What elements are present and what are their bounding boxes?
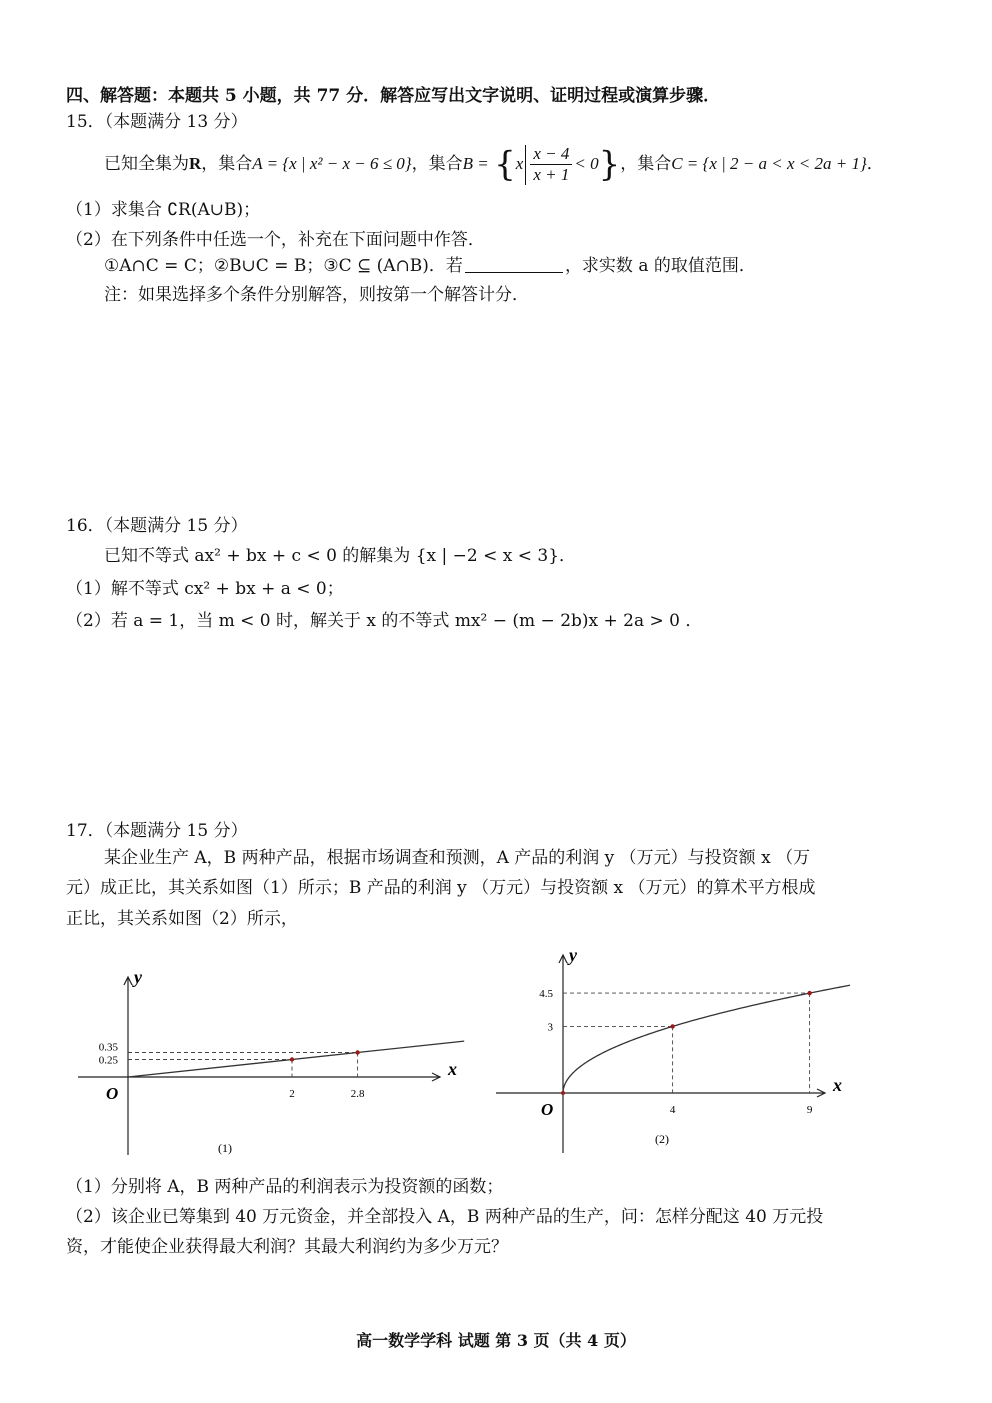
x-axis-label: x	[448, 1059, 457, 1079]
fraction-denominator: x + 1	[533, 165, 570, 184]
function-curve	[563, 979, 850, 1093]
q17-part2a: （2）该企业已筹集到 40 万元资金，并全部投入 A，B 两种产品的生产，问：怎样分配这 40 万元投	[66, 1207, 824, 1227]
data-point	[355, 1050, 359, 1054]
y-tick-label: 0.25	[98, 1054, 118, 1067]
set-bar	[525, 145, 526, 185]
figure-caption: (1)	[218, 1141, 232, 1155]
q15-set-B-left: B =	[462, 154, 489, 173]
q16-part1: （1）解不等式 cx² + bx + a < 0；	[66, 579, 344, 599]
x-tick-label: 2.8	[350, 1088, 365, 1100]
q15-set-C: C = {x | 2 − a < x < 2a + 1}	[671, 154, 867, 173]
origin-label: O	[106, 1084, 119, 1103]
origin-label: O	[541, 1100, 554, 1119]
q15-options-text: ①A∩C = C；②B∪C = B；③C ⊆ (A∩B)．若	[104, 256, 463, 276]
q17-para2: 元）成正比，其关系如图（1）所示；B 产品的利润 y （万元）与投资额 x （万元）的算术平方根成	[66, 878, 816, 898]
section-heading: 四、解答题：本题共 5 小题，共 77 分．解答应写出文字说明、证明过程或演算步骤．	[66, 86, 721, 106]
y-tick-label: 4.5	[539, 988, 553, 1001]
q16-header: 16．（本题满分 15 分）	[66, 516, 248, 536]
q15-note: 注：如果选择多个条件分别解答，则按第一个解答计分．	[104, 285, 529, 305]
q15-stem-d: ，集合	[620, 154, 672, 174]
q15-stem-a: 已知全集为	[104, 154, 189, 174]
data-point	[290, 1057, 294, 1061]
q15-stem-c: ，集合	[411, 154, 463, 174]
q17-para3: 正比，其关系如图（2）所示，	[66, 909, 298, 929]
data-point	[670, 1024, 674, 1028]
q15-stem-R: R	[189, 154, 202, 173]
q15-set-B-x: x	[515, 154, 524, 173]
q16-part2: （2）若 a = 1，当 m < 0 时，解关于 x 的不等式 mx² − (m − 2b)x + 2a > 0 ．	[66, 611, 703, 631]
q17-part1: （1）分别将 A，B 两种产品的利润表示为投资额的函数；	[66, 1177, 504, 1197]
q17-part2b: 资，才能使企业获得最大利润？其最大利润约为多少万元？	[66, 1237, 508, 1257]
q15-stem-e: ．	[866, 154, 884, 174]
x-axis-label: x	[833, 1075, 842, 1095]
x-tick-label: 4	[669, 1104, 676, 1116]
q15-part2: （2）在下列条件中任选一个，补充在下面问题中作答．	[66, 230, 485, 250]
x-tick-label: 2	[289, 1088, 295, 1100]
q15-stem-b: ，集合	[201, 154, 253, 174]
page-footer: 高一数学学科 试题 第 3 页（共 4 页）	[356, 1331, 636, 1350]
q16-stem: 已知不等式 ax² + bx + c < 0 的解集为 {x | −2 < x < 3}．	[104, 546, 577, 566]
q15-header: 15．（本题满分 13 分）	[66, 112, 248, 132]
figure-2-chart	[490, 945, 850, 1160]
y-tick-label: 0.35	[98, 1041, 118, 1054]
y-tick-label: 3	[547, 1021, 553, 1034]
q15-set-B-fraction	[530, 144, 572, 185]
q15-options-end: ，求实数 a 的取值范围．	[564, 256, 756, 276]
origin-point	[561, 1091, 565, 1095]
q17-para1: 某企业生产 A，B 两种产品，根据市场调查和预测，A 产品的利润 y （万元）与投资额 x （万	[104, 848, 811, 868]
q15-stem	[104, 142, 884, 187]
q15-part1: （1）求集合 ∁R(A∪B)；	[66, 200, 261, 220]
right-brace: }	[598, 144, 621, 185]
q15-options	[104, 254, 756, 278]
y-axis-label: y	[569, 945, 577, 965]
figure-1-chart	[70, 965, 490, 1165]
answer-blank[interactable]	[465, 256, 563, 273]
q15-set-B-relation: < 0	[574, 154, 599, 173]
x-tick-label: 9	[806, 1104, 813, 1116]
left-brace: {	[494, 144, 516, 185]
y-axis-label: y	[134, 967, 142, 987]
q15-set-A: A = {x | x² − x − 6 ≤ 0}	[252, 154, 412, 173]
fraction-numerator: x − 4	[530, 144, 572, 165]
data-point	[807, 991, 811, 995]
q17-header: 17．（本题满分 15 分）	[66, 821, 248, 841]
figure-caption: (2)	[655, 1132, 669, 1146]
